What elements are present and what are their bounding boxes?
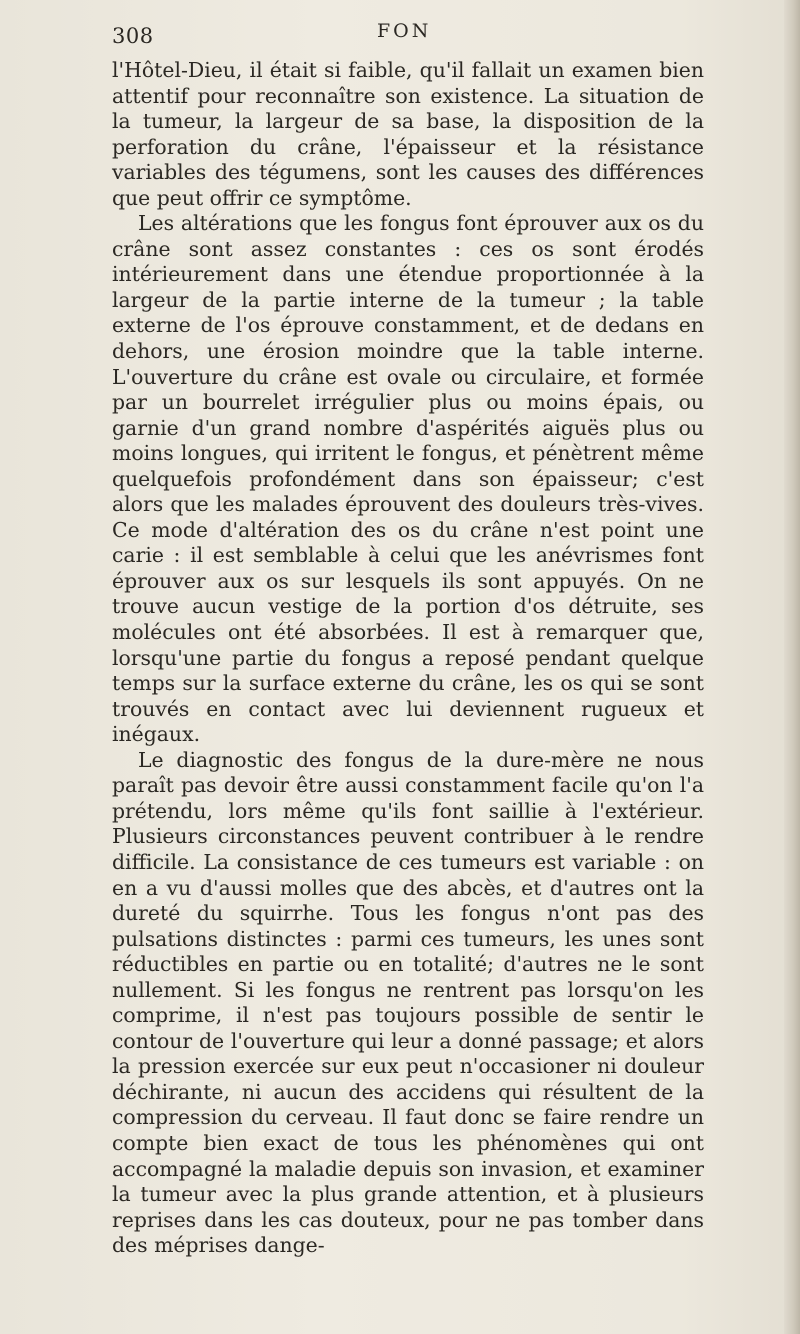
paragraph-alterations: Les altérations que les fongus font éprouver aux os du crâne sont assez constantes : ces os sont érodés intérieurement dans une étendue proportionnée à la largeur de la partie interne de la tumeur ; la table externe de l'os éprouve constamment, et de dedans en dehors, une érosion moindre que la table interne. L'ouverture du crâne est ovale ou circulaire, et formée par un bourrelet irrégulier plus ou moins épais, ou garnie d'un grand nombre d'aspérités aiguës plus ou moins longues, qui irritent le fongus, et pénètrent même quelquefois profondément dans son épaisseur; c'est alors que les malades éprouvent des douleurs très-vives. Ce mode d'altération des os du crâne n'est point une carie : il est semblable à celui que les anévrismes font éprouver aux os sur lesquels ils sont appuyés. On ne trouve aucun vestige de la portion d'os détruite, ses molécules ont été absorbées. Il est à remarquer que, lorsqu'une partie du fongus a reposé pendant quelque temps sur la surface externe du crâne, les os qui se sont trouvés en contact avec lui deviennent rugueux et inégaux. — [112, 211, 704, 747]
paragraph-diagnostic: Le diagnostic des fongus de la dure-mère ne nous paraît pas devoir être aussi constamment facile qu'on l'a prétendu, lors même qu'ils font saillie à l'extérieur. Plusieurs circonstances peuvent contribuer à le rendre difficile. La consistance de ces tumeurs est variable : on en a vu d'aussi molles que des abcès, et d'autres ont la dureté du squirrhe. Tous les fongus n'ont pas des pulsations distinctes : parmi ces tumeurs, les unes sont réductibles en partie ou en totalité; d'autres ne le sont nullement. Si les fongus ne rentrent pas lorsqu'on les comprime, il n'est pas toujours possible de sentir le contour de l'ouverture qui leur a donné passage; et alors la pression exercée sur eux peut n'occasioner ni douleur déchirante, ni aucun des accidens qui résultent de la compression du cerveau. Il faut donc se faire rendre un compte bien exact de tous les phénomènes qui ont accompagné la maladie depuis son invasion, et examiner la tumeur avec la plus grande attention, et à plusieurs reprises dans les cas douteux, pour ne pas tomber dans des méprises dange- — [112, 747, 704, 1258]
page-edge — [784, 0, 800, 1334]
running-head: FON — [377, 20, 432, 42]
paragraph-continuation: l'Hôtel-Dieu, il était si faible, qu'il fallait un examen bien attentif pour reconnaître son existence. La situation de la tumeur, la largeur de sa base, la disposition de la perforation du crâne, l'épaisseur et la résistance variables des tégumens, sont les causes des différences que peut offrir ce symptôme. — [112, 58, 704, 210]
page-header — [112, 20, 712, 54]
body-text — [112, 58, 704, 1259]
page-number: 308 — [112, 24, 154, 48]
